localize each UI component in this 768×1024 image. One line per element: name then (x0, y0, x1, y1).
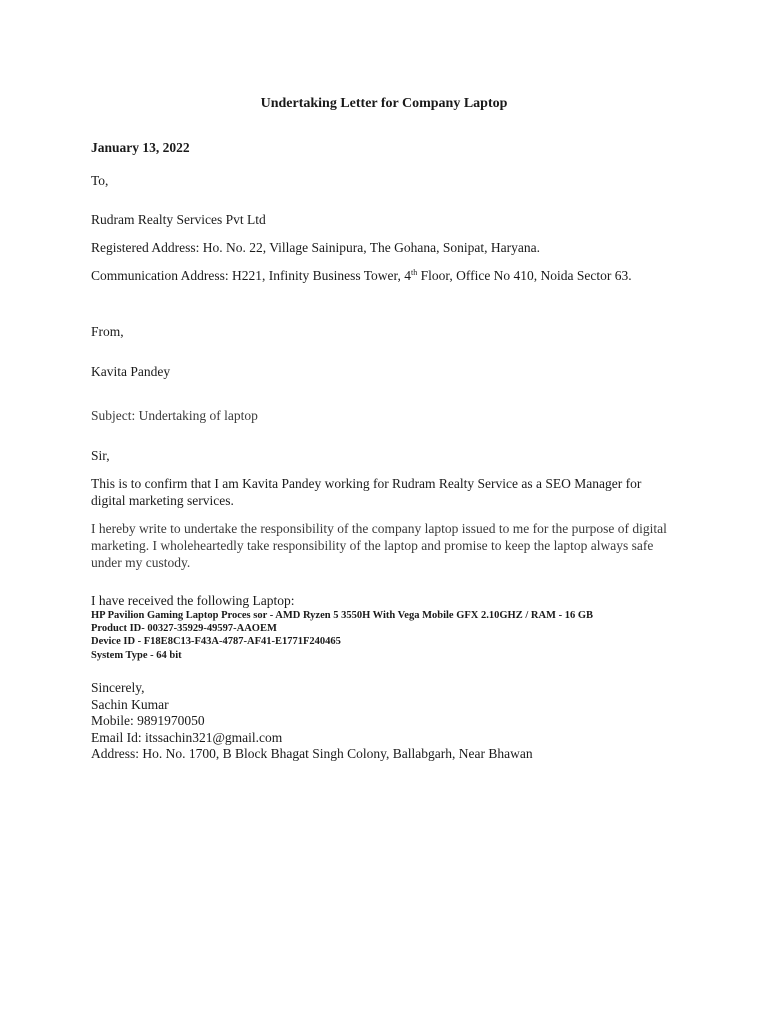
closing-sign-off: Sincerely, (91, 680, 145, 695)
communication-address-prefix: Communication Address: H221, Infinity Business Tower, 4 (91, 268, 411, 283)
letter-date: January 13, 2022 (91, 140, 190, 155)
sender-name: Kavita Pandey (91, 364, 171, 379)
laptop-product-id: Product ID- 00327-35929-49597-AAOEM (91, 623, 277, 634)
letter-title: Undertaking Letter for Company Laptop (260, 96, 508, 111)
laptop-device-id: Device ID - F18E8C13-F43A-4787-AF41-E1771F240465 (91, 636, 341, 647)
laptop-system-type: System Type - 64 bit (91, 650, 182, 661)
closing-mobile: Mobile: 9891970050 (91, 713, 205, 728)
communication-address-suffix: Floor, Office No 410, Noida Sector 63. (417, 268, 632, 283)
salutation: Sir, (91, 448, 110, 463)
registered-address: Registered Address: Ho. No. 22, Village Sainipura, The Gohana, Sonipat, Haryana. (91, 240, 540, 255)
from-label: From, (91, 324, 124, 339)
communication-address (91, 267, 632, 284)
closing-address: Address: Ho. No. 1700, B Block Bhagat Singh Colony, Ballabgarh, Near Bhawan (91, 746, 533, 761)
recipient-company: Rudram Realty Services Pvt Ltd (91, 212, 266, 227)
closing-name: Sachin Kumar (91, 697, 169, 712)
subject-line: Subject: Undertaking of laptop (91, 408, 258, 423)
paragraph-undertaking: I hereby write to undertake the responsibility of the company laptop issued to me for the purpose of digital marketing. I wholeheartedly take responsibility of the laptop and promise to keep the laptop always safe under my custody. (91, 521, 667, 570)
paragraph-confirmation: This is to confirm that I am Kavita Pandey working for Rudram Realty Service as a SEO Manager for digital marketing services. (91, 476, 642, 508)
received-intro: I have received the following Laptop: (91, 593, 295, 608)
closing-email: Email Id: itssachin321@gmail.com (91, 730, 283, 745)
laptop-model: HP Pavilion Gaming Laptop Proces sor - AMD Ryzen 5 3550H With Vega Mobile GFX 2.10GHZ / RAM - 16 GB (91, 610, 593, 621)
communication-address-sup: th (411, 268, 418, 277)
to-label: To, (91, 173, 109, 188)
